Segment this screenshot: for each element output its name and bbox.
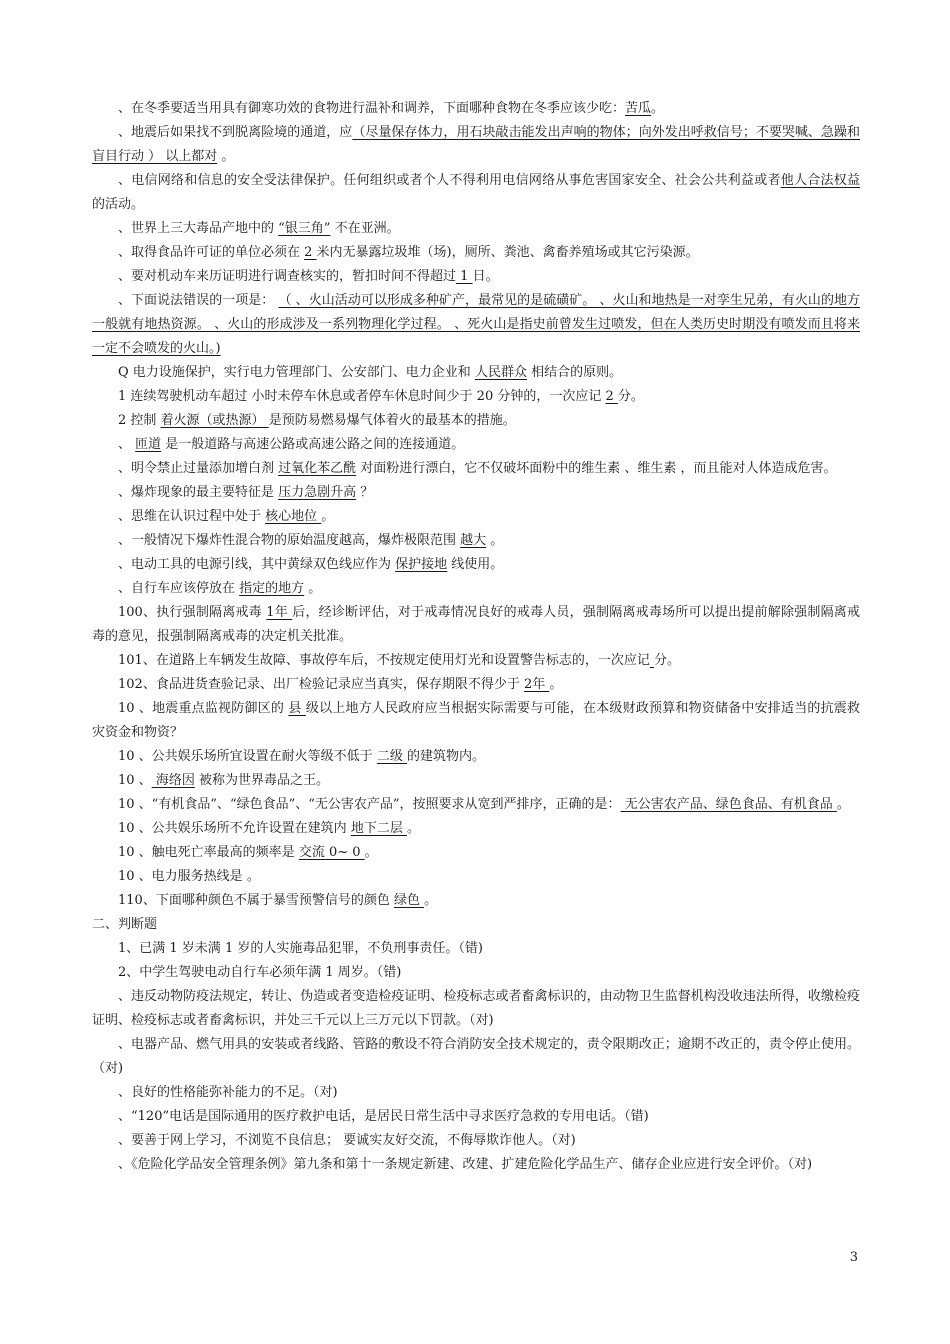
question-text: 对面粉进行漂白，它不仅破坏面粉中的维生素 、维生素 ，而且能对人体造成危害。 <box>356 461 837 476</box>
question-text: 、电信网络和信息的安全受法律保护。任何组织或者个人不得利用电信网络从事危害国家安全、社会公共利益或者 <box>118 173 781 188</box>
question-text: 米内无暴露垃圾堆（场)，厕所、粪池、禽畜养殖场或其它污染源。 <box>316 245 699 260</box>
q-110 <box>92 889 860 913</box>
q-bicycle-parking <box>92 577 860 601</box>
q-vehicle-detain <box>92 265 860 289</box>
question-text: 。 <box>549 677 563 692</box>
q-power-cord <box>92 553 860 577</box>
q-105 <box>92 769 860 793</box>
answer-blank: 着火源（或热源） <box>160 413 269 428</box>
answer-blank: 越大 <box>460 533 487 548</box>
answer-blank: 2年 <box>523 677 550 692</box>
j-3 <box>92 985 860 1033</box>
question-text: 。 <box>321 509 335 524</box>
question-text: 、爆炸现象的最主要特征是 <box>118 485 279 500</box>
answer-blank: （尽量保存体力，用石块敲击能发出声响的物体；向外发出呼救信号；不要哭喊、急躁和盲目行动 ） 以上都对 <box>92 125 860 164</box>
answer-blank: 2 <box>304 245 317 260</box>
answer-blank: 匝道 <box>135 437 162 452</box>
section-judgment <box>92 913 860 937</box>
answer-blank: 2 <box>605 389 618 404</box>
j-8 <box>92 1153 860 1177</box>
question-text: 100、执行强制隔离戒毒 <box>118 605 267 620</box>
question-text: 10 、公共娱乐场所不允许设置在建筑内 <box>118 821 351 836</box>
question-text: 、地震后如果找不到脱离险境的通道，应 <box>118 125 353 140</box>
question-text: 二、判断题 <box>92 917 158 932</box>
question-text: 。 <box>217 149 235 164</box>
q-power-facility <box>92 361 860 385</box>
q-drug-regions <box>92 217 860 241</box>
question-text: 、在冬季要适当用具有御寒功效的食物进行温补和调养，下面哪种食物在冬季应该少吃： <box>118 101 626 116</box>
j-7 <box>92 1129 860 1153</box>
question-text: 、要对机动车来历证明进行调查核实的，暂扣时间不得超过 <box>118 269 457 284</box>
question-text: 101、在道路上车辆发生故障、事故停车后，不按规定使用灯光和设置警告标志的，一次应记 <box>118 653 650 668</box>
answer-blank: 二级 <box>376 749 407 764</box>
answer-blank: 1 <box>456 269 473 284</box>
j-2 <box>92 961 860 985</box>
question-text: 2 控制 <box>118 413 161 428</box>
question-text: 。 <box>406 821 420 836</box>
answer-blank: 地下二层 <box>350 821 407 836</box>
j-4 <box>92 1033 860 1081</box>
question-text: 分。 <box>617 389 644 404</box>
question-text: 是一般道路与高速公路或高速公路之间的连接通道。 <box>161 437 465 452</box>
answer-blank: 县 <box>288 701 306 716</box>
question-text: 、下面说法错误的一项是： <box>118 293 279 308</box>
answer-blank: 1年 <box>266 605 293 620</box>
q-101 <box>92 649 860 673</box>
question-text: 、要善于网上学习，不浏览不良信息； 要诚实友好交流，不侮辱欺诈他人。（对) <box>118 1133 576 1148</box>
answer-blank: “银三角” <box>278 221 331 236</box>
question-text: 110、下面哪种颜色不属于暴雪预警信号的颜色 <box>118 893 394 908</box>
question-text: 、“120”电话是国际通用的医疗救护电话，是居民日常生活中寻求医疗急救的专用电话。（错) <box>118 1109 649 1124</box>
question-text: 1、已满 1 岁未满 1 岁的人实施毒品犯罪，不负刑事责任。（错) <box>118 941 483 956</box>
q-wrong-statement <box>92 289 860 361</box>
question-text: 日。 <box>472 269 499 284</box>
question-text: 被称为世界毒品之王。 <box>194 773 329 788</box>
q-109 <box>92 865 860 889</box>
question-text: 10 、 <box>118 773 152 788</box>
question-text: 不在亚洲。 <box>330 221 400 236</box>
answer-blank: 人民群众 <box>474 365 527 380</box>
question-text: 10 、“有机食品”、“绿色食品”、“无公害农产品”，按照要求从宽到严排序，正确的是： <box>118 797 621 812</box>
answer-blank: （ 、火山活动可以形成多种矿产，最常见的是硫磺矿。 、火山和地热是一对孪生兄弟，有火山的地方一般就有地热资源。 、火山的形成涉及一系列物理化学过程。 、死火山是指史前曾发生过喷发，但在人类历史时期没有喷发而且将来一定不会喷发的火山。) <box>92 293 861 356</box>
q-fatigue-driving <box>92 385 860 409</box>
question-text: 。 <box>424 893 438 908</box>
question-text: 1 连续驾驶机动车超过 小时未停车休息或者停车休息时间少于 20 分钟的，一次应记 <box>118 389 606 404</box>
page-number: 3 <box>849 1250 858 1265</box>
answer-blank: 他人合法权益 <box>780 173 860 188</box>
q-ignition-source <box>92 409 860 433</box>
question-text: 的建筑物内。 <box>406 749 485 764</box>
q-explosion-feature <box>92 481 860 505</box>
question-text: 10 、公共娱乐场所宜设置在耐火等级不低于 <box>118 749 377 764</box>
question-text: 、明令禁止过量添加增白剂 <box>118 461 279 476</box>
j-5 <box>92 1081 860 1105</box>
question-text: 、良好的性格能弥补能力的不足。（对) <box>118 1085 338 1100</box>
j-6 <box>92 1105 860 1129</box>
answer-blank: 过氧化苯乙酰 <box>278 461 357 476</box>
question-text: 、电器产品、燃气用具的安装或者线路、管路的敷设不符合消防安全技术规定的，责令限期改正；逾期不改正的，责令停止使用。（对) <box>92 1037 860 1076</box>
question-text: 、 <box>118 437 136 452</box>
answer-blank: 无公害农产品、绿色食品、有机食品 <box>620 797 837 812</box>
question-text: 102、食品进货查验记录、出厂检验记录应当真实，保存期限不得少于 <box>118 677 524 692</box>
question-text: 。 <box>836 797 850 812</box>
question-text: 的活动。 <box>92 197 145 212</box>
question-text: 分。 <box>653 653 680 668</box>
answer-blank: 苦瓜 <box>625 101 652 116</box>
q-100 <box>92 601 860 649</box>
question-text: 。 <box>304 581 322 596</box>
q-102 <box>92 673 860 697</box>
q-107 <box>92 817 860 841</box>
answer-blank: 交流 0~ 0 <box>298 845 365 860</box>
question-text: Q 电力设施保护，实行电力管理部门、公安部门、电力企业和 <box>118 365 475 380</box>
question-text: 、一般情况下爆炸性混合物的原始温度越高，爆炸极限范围 <box>118 533 461 548</box>
q-flour-bleach <box>92 457 860 481</box>
question-text: 、取得食品许可证的单位必须在 <box>118 245 305 260</box>
answer-blank: 绿色 <box>393 893 425 908</box>
question-text: 线使用。 <box>447 557 504 572</box>
question-text: 相结合的原则。 <box>526 365 623 380</box>
question-text: 10 、地震重点监视防御区的 <box>118 701 289 716</box>
answer-blank: 压力急剧升高 <box>278 485 357 500</box>
q-winter-food <box>92 97 860 121</box>
question-text: 、思维在认识过程中处于 <box>118 509 266 524</box>
question-text: 。 <box>246 869 260 884</box>
q-explosion-limit <box>92 529 860 553</box>
answer-blank: 指定的地方 <box>239 581 305 596</box>
answer-blank: 保护接地 <box>395 557 448 572</box>
q-food-license <box>92 241 860 265</box>
question-text: 、电动工具的电源引线，其中黄绿双色线应作为 <box>118 557 396 572</box>
question-text: 、违反动物防疫法规定，转让、伪造或者变造检疫证明、检疫标志或者畜禽标识的，由动物卫生监督机构没收违法所得，收缴检疫证明、检疫标志或者畜禽标识，并处三千元以上三万元以下罚款。（对) <box>92 989 860 1028</box>
question-text: 10 、触电死亡率最高的频率是 <box>118 845 299 860</box>
question-text: 后，经诊断评估，对于戒毒情况良好的戒毒人员，强制隔离戒毒场所可以提出提前解除强制隔离戒毒的意见，报强制隔离戒毒的决定机关批准。 <box>92 605 860 644</box>
question-text: 、自行车应该停放在 <box>118 581 240 596</box>
q-thinking <box>92 505 860 529</box>
q-road-type <box>92 433 860 457</box>
answer-blank: 核心地位 <box>265 509 322 524</box>
q-earthquake-escape <box>92 121 860 169</box>
q-104 <box>92 745 860 769</box>
question-text: 、《危险化学品安全管理条例》第九条和第十一条规定新建、改建、扩建危险化学品生产、储存企业应进行安全评价。（对) <box>118 1157 813 1172</box>
q-106 <box>92 793 860 817</box>
q-108 <box>92 841 860 865</box>
question-text: 10 、电力服务热线是 <box>118 869 247 884</box>
j-1 <box>92 937 860 961</box>
question-text: 级以上地方人民政府应当根据实际需要与可能，在本级财政预算和物资储备中安排适当的抗震救灾资金和物资？ <box>92 701 860 740</box>
document-page <box>92 97 860 1177</box>
question-text: 是预防易燃易爆气体着火的最基本的措施。 <box>268 413 516 428</box>
q-telecom-security <box>92 169 860 217</box>
question-text: 。 <box>651 101 665 116</box>
question-text: 2、中学生驾驶电动自行车必须年满 1 周岁。（错) <box>118 965 402 980</box>
question-text: ？ <box>356 485 374 500</box>
answer-blank: 海络因 <box>151 773 195 788</box>
question-text: 、世界上三大毒品产地中的 <box>118 221 279 236</box>
question-text: 。 <box>486 533 504 548</box>
q-103 <box>92 697 860 745</box>
question-text: 。 <box>364 845 378 860</box>
